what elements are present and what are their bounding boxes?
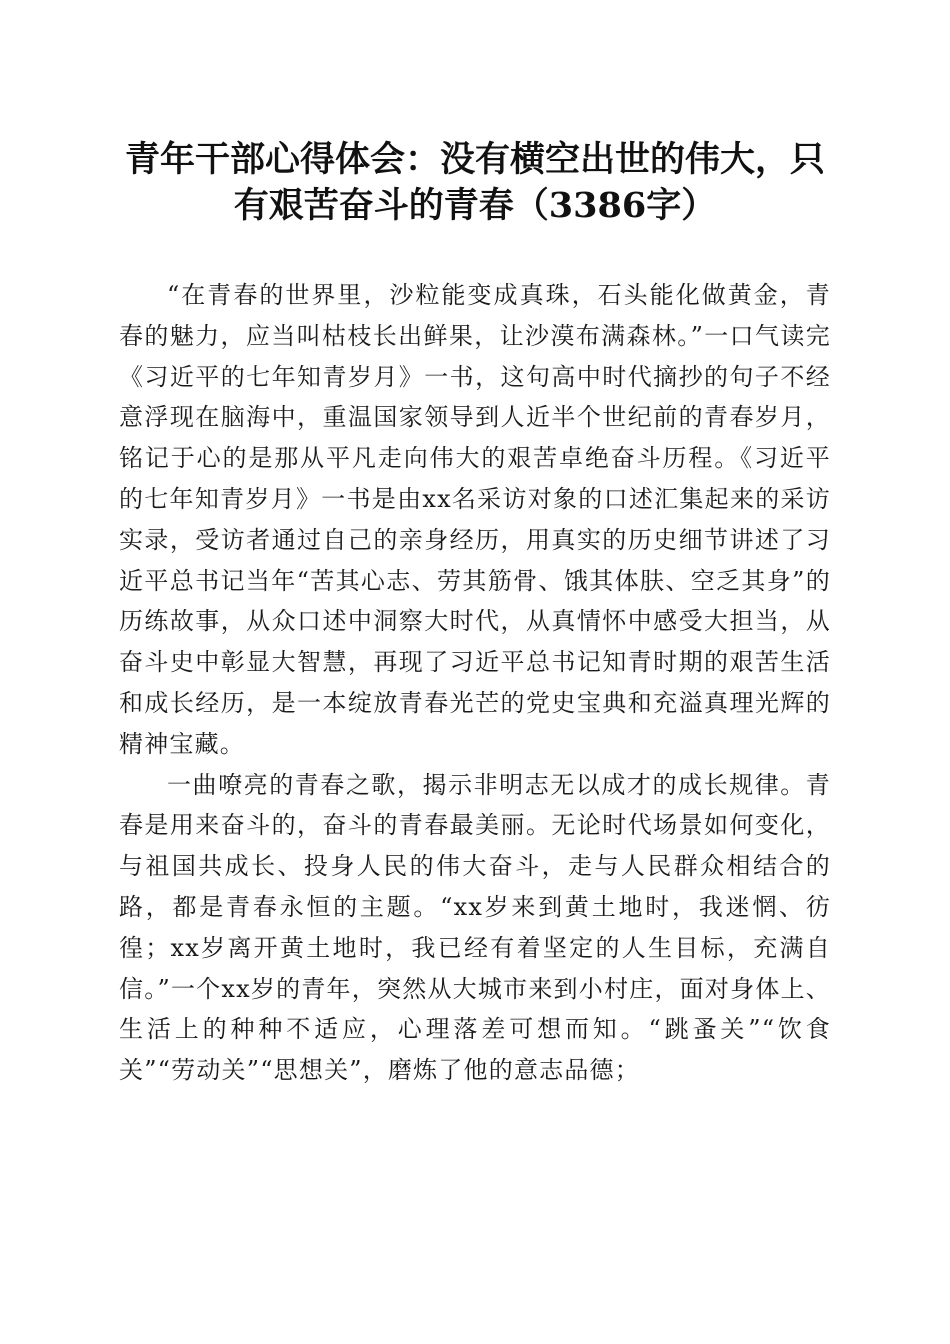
document-title: 青年干部心得体会：没有横空出世的伟大，只有艰苦奋斗的青春（3386字） xyxy=(124,139,825,226)
document-body xyxy=(119,275,831,1091)
paragraph-1: “在青春的世界里，沙粒能变成真珠，石头能化做黄金，青春的魅力，应当叫枯枝长出鲜果，让沙漠布满森林。”一口气读完《习近平的七年知青岁月》一书，这句高中时代摘抄的句子不经意浮现在脑海中，重温国家领导到人近半个世纪前的青春岁月，铭记于心的是那从平凡走向伟大的艰苦卓绝奋斗历程。《习近平的七年知青岁月》一书是由xx名采访对象的口述汇集起来的采访实录，受访者通过自己的亲身经历，用真实的历史细节讲述了习近平总书记当年“苦其心志、劳其筋骨、饿其体肤、空乏其身”的历练故事，从众口述中洞察大时代，从真情怀中感受大担当，从奋斗史中彰显大智慧，再现了习近平总书记知青时期的艰苦生活和成长经历，是一本绽放青春光芒的党史宝典和充溢真理光辉的精神宝藏。 xyxy=(119,281,831,758)
paragraph-2: 一曲嘹亮的青春之歌，揭示非明志无以成才的成长规律。青春是用来奋斗的，奋斗的青春最美丽。无论时代场景如何变化，与祖国共成长、投身人民的伟大奋斗，走与人民群众相结合的路，都是青春永恒的主题。“xx岁来到黄土地时，我迷惘、彷徨；xx岁离开黄土地时，我已经有着坚定的人生目标，充满自信。”一个xx岁的青年，突然从大城市来到小村庄，面对身体上、生活上的种种不适应，心理落差可想而知。“跳蚤关”“饮食关”“劳动关”“思想关”，磨炼了他的意志品德； xyxy=(119,770,831,1085)
